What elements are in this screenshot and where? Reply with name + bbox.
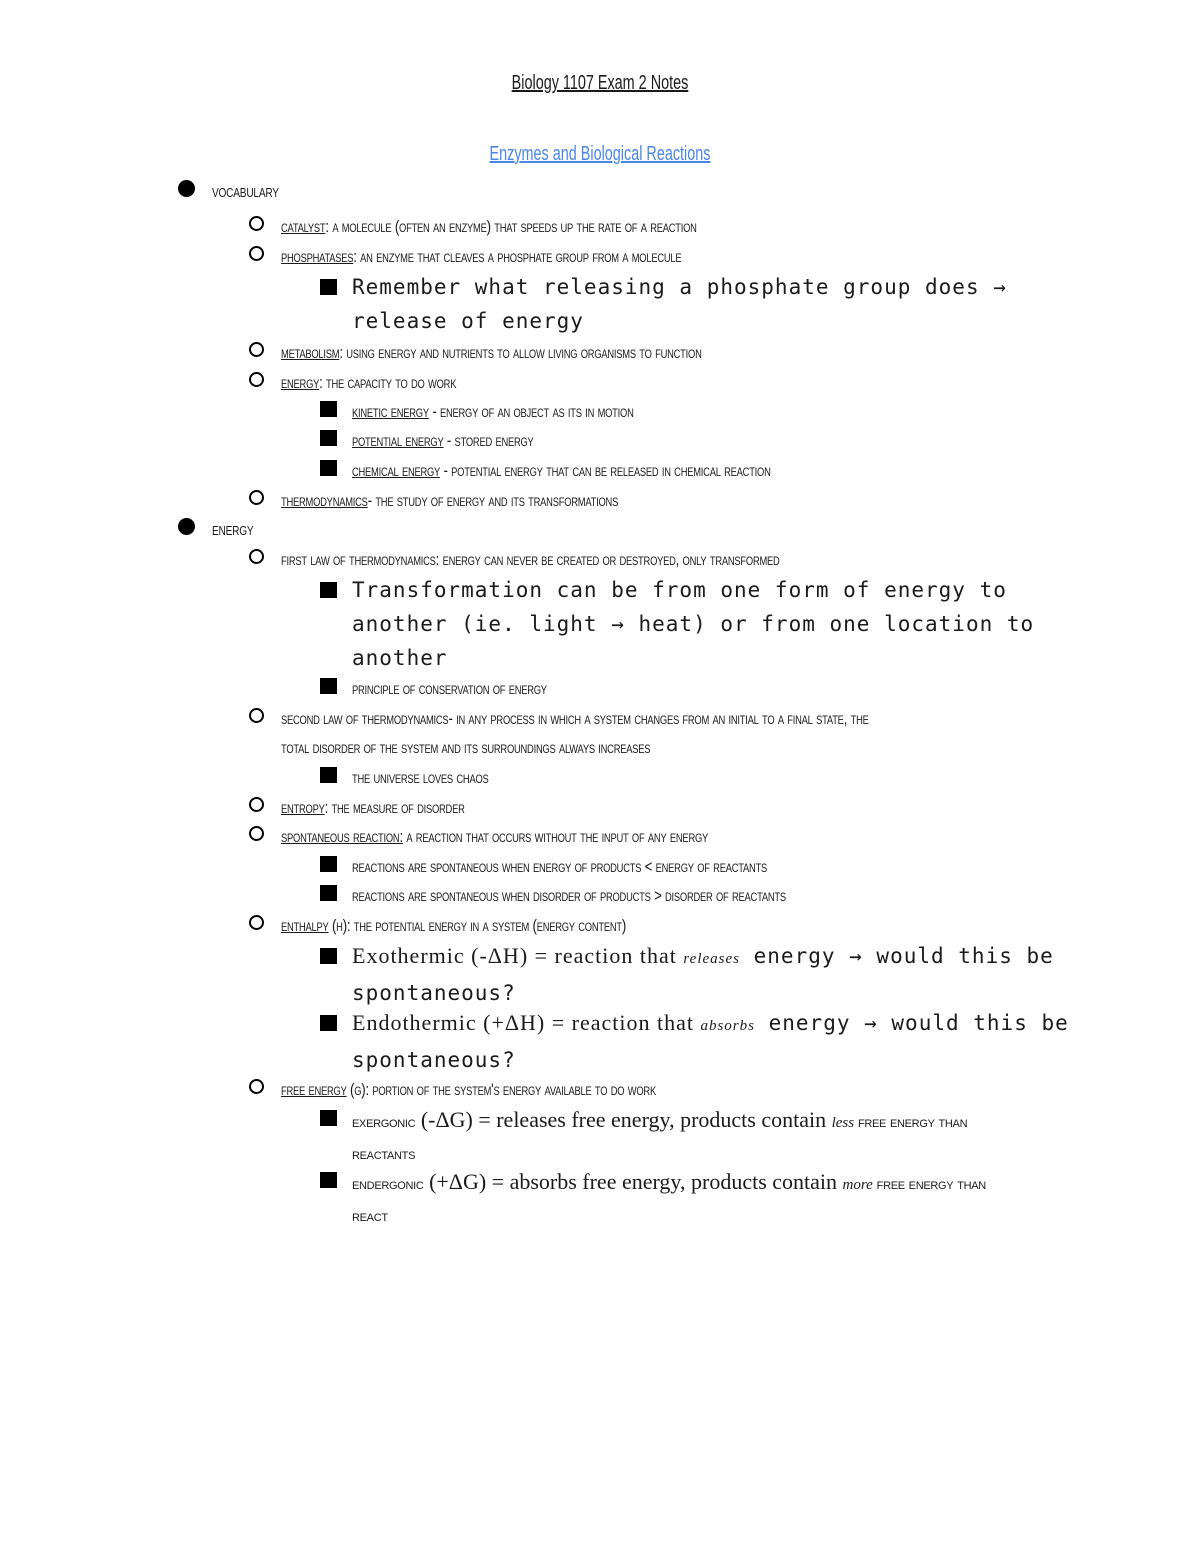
exothermic-question-end: spontaneous? xyxy=(352,981,516,1005)
hollow-bullet-icon xyxy=(249,826,264,841)
square-bullet-icon xyxy=(320,885,337,901)
second-law-line-1: second law of thermodynamics- in any process in which a system changes from an initial to a final state, the xyxy=(281,709,869,728)
second-law-line-2: total disorder of the system and its surroundings always increases xyxy=(281,738,651,757)
square-bullet-icon xyxy=(320,948,337,964)
list-item-energy-vocab xyxy=(249,368,506,397)
list-item-chaos xyxy=(320,763,527,792)
square-bullet-icon xyxy=(320,1172,337,1188)
list-item-phosphatases xyxy=(249,242,794,271)
exergonic-text: (-ΔG) = releases free energy, products contain xyxy=(415,1107,832,1132)
exothermic-emphasis: releases xyxy=(683,951,740,967)
phosphate-note-line-1: Remember what releasing a phosphate group does → xyxy=(352,275,1007,299)
exothermic-label: Exothermic (-ΔH) = reaction that xyxy=(352,943,684,968)
square-bullet-icon xyxy=(320,678,337,694)
list-item-kinetic xyxy=(320,397,713,426)
list-item-catalyst xyxy=(249,212,814,241)
hollow-bullet-icon xyxy=(249,372,264,387)
term-free-energy: free energy xyxy=(281,1080,347,1099)
list-item-free-energy xyxy=(249,1075,762,1104)
definition-thermodynamics: - the study of energy and its transformations xyxy=(367,491,619,510)
term-energy: energy xyxy=(281,373,320,392)
endothermic-question: energy → would this be xyxy=(754,1011,1069,1035)
list-item-second-law xyxy=(249,704,1034,762)
list-item-thermodynamics xyxy=(249,486,713,515)
term-catalyst: catalyst xyxy=(281,217,326,236)
square-bullet-icon xyxy=(320,430,337,446)
document-title: Biology 1107 Exam 2 Notes xyxy=(511,72,689,94)
exothermic-question: energy → would this be xyxy=(740,944,1054,968)
hollow-bullet-icon xyxy=(249,708,264,723)
list-item-enthalpy xyxy=(249,911,723,940)
square-bullet-icon xyxy=(320,582,337,598)
endergonic-emphasis: more xyxy=(842,1177,873,1193)
list-item-conservation xyxy=(320,674,602,703)
hollow-bullet-icon xyxy=(249,490,264,505)
term-kinetic: kinetic energy xyxy=(352,402,429,421)
definition-metabolism: : using energy and nutrients to allow living organisms to function xyxy=(339,343,702,362)
spontaneous-disorder-text: reactions are spontaneous when disorder of products > disorder of reactants xyxy=(352,886,786,905)
first-law-text: first law of thermodynamics: energy can never be created or destroyed, only transformed xyxy=(281,550,780,569)
exergonic-text-end: free energy than xyxy=(854,1114,968,1131)
term-spontaneous: spontaneous reaction: xyxy=(281,827,403,846)
definition-phosphatases: : an enzyme that cleaves a phosphate group from a molecule xyxy=(353,247,682,266)
definition-catalyst: : a molecule (often an enzyme) that speeds up the rate of a reaction xyxy=(325,217,697,236)
list-item-spontaneous xyxy=(249,822,828,851)
definition-enthalpy: (h): the potential energy in a system (energy content) xyxy=(328,916,627,935)
filled-bullet-icon xyxy=(178,518,195,535)
exergonic-reactants: reactants xyxy=(352,1146,416,1163)
endergonic-text-end: free energy than xyxy=(872,1176,986,1193)
square-bullet-icon xyxy=(320,279,337,295)
list-item-phosphate-note xyxy=(320,270,1007,338)
list-item-first-law xyxy=(249,545,920,574)
term-exergonic: exergonic xyxy=(352,1114,416,1131)
filled-bullet-icon xyxy=(178,180,195,197)
list-item-endergonic xyxy=(320,1166,986,1232)
transformation-line-1: Transformation can be from one form of energy to xyxy=(352,578,1007,602)
hollow-bullet-icon xyxy=(249,216,264,231)
term-endergonic: endergonic xyxy=(352,1176,424,1193)
energy-heading: energy xyxy=(212,519,254,540)
list-item-chemical xyxy=(320,456,889,485)
square-bullet-icon xyxy=(320,856,337,872)
section-heading: Enzymes and Biological Reactions xyxy=(489,143,711,165)
term-thermodynamics: thermodynamics xyxy=(281,491,368,510)
term-enthalpy: enthalpy xyxy=(281,916,329,935)
square-bullet-icon xyxy=(320,401,337,417)
definition-spontaneous: a reaction that occurs without the input of any energy xyxy=(402,827,709,846)
list-item-endothermic xyxy=(320,1006,1069,1077)
spontaneous-energy-text: reactions are spontaneous when energy of products < energy of reactants xyxy=(352,857,768,876)
list-item-entropy xyxy=(249,793,516,822)
square-bullet-icon xyxy=(320,1015,337,1031)
exergonic-emphasis: less xyxy=(831,1115,855,1131)
definition-kinetic: - energy of an object as its in motion xyxy=(428,402,634,421)
list-item-spontaneous-disorder xyxy=(320,881,908,910)
definition-entropy: : the measure of disorder xyxy=(324,798,465,817)
term-potential: potential energy xyxy=(352,431,444,450)
definition-chemical: - potential energy that can be released in chemical reaction xyxy=(440,461,771,480)
transformation-line-3: another xyxy=(352,646,448,670)
endothermic-label: Endothermic (+ΔH) = reaction that xyxy=(352,1010,701,1035)
endergonic-react: react xyxy=(352,1208,388,1225)
term-phosphatases: phosphatases xyxy=(281,247,354,266)
term-metabolism: metabolism xyxy=(281,343,340,362)
term-entropy: entropy xyxy=(281,798,325,817)
phosphate-note-line-2: release of energy xyxy=(352,309,584,333)
conservation-text: principle of conservation of energy xyxy=(352,679,547,698)
square-bullet-icon xyxy=(320,767,337,783)
definition-free-energy: (g): portion of the system's energy available to do work xyxy=(346,1080,656,1099)
list-item-vocabulary xyxy=(178,177,298,206)
endothermic-question-end: spontaneous? xyxy=(352,1048,516,1072)
list-item-transformation xyxy=(320,573,1034,675)
definition-energy: : the capacity to do work xyxy=(319,373,457,392)
hollow-bullet-icon xyxy=(249,549,264,564)
transformation-line-2: another (ie. light → heat) or from one location to xyxy=(352,612,1035,636)
hollow-bullet-icon xyxy=(249,1079,264,1094)
list-item-energy xyxy=(178,515,265,544)
hollow-bullet-icon xyxy=(249,246,264,261)
hollow-bullet-icon xyxy=(249,797,264,812)
term-chemical: chemical energy xyxy=(352,461,441,480)
definition-potential: - stored energy xyxy=(443,431,534,450)
hollow-bullet-icon xyxy=(249,342,264,357)
list-item-spontaneous-energy xyxy=(320,852,884,881)
square-bullet-icon xyxy=(320,460,337,476)
list-item-exergonic xyxy=(320,1104,967,1170)
chaos-text: the universe loves chaos xyxy=(352,768,489,787)
list-item-potential xyxy=(320,426,585,455)
square-bullet-icon xyxy=(320,1110,337,1126)
hollow-bullet-icon xyxy=(249,915,264,930)
endothermic-emphasis: absorbs xyxy=(700,1018,755,1034)
endergonic-text: (+ΔG) = absorbs free energy, products contain xyxy=(423,1169,843,1194)
list-item-exothermic xyxy=(320,939,1054,1010)
list-item-metabolism xyxy=(249,338,820,367)
vocabulary-heading: vocabulary xyxy=(212,181,279,202)
